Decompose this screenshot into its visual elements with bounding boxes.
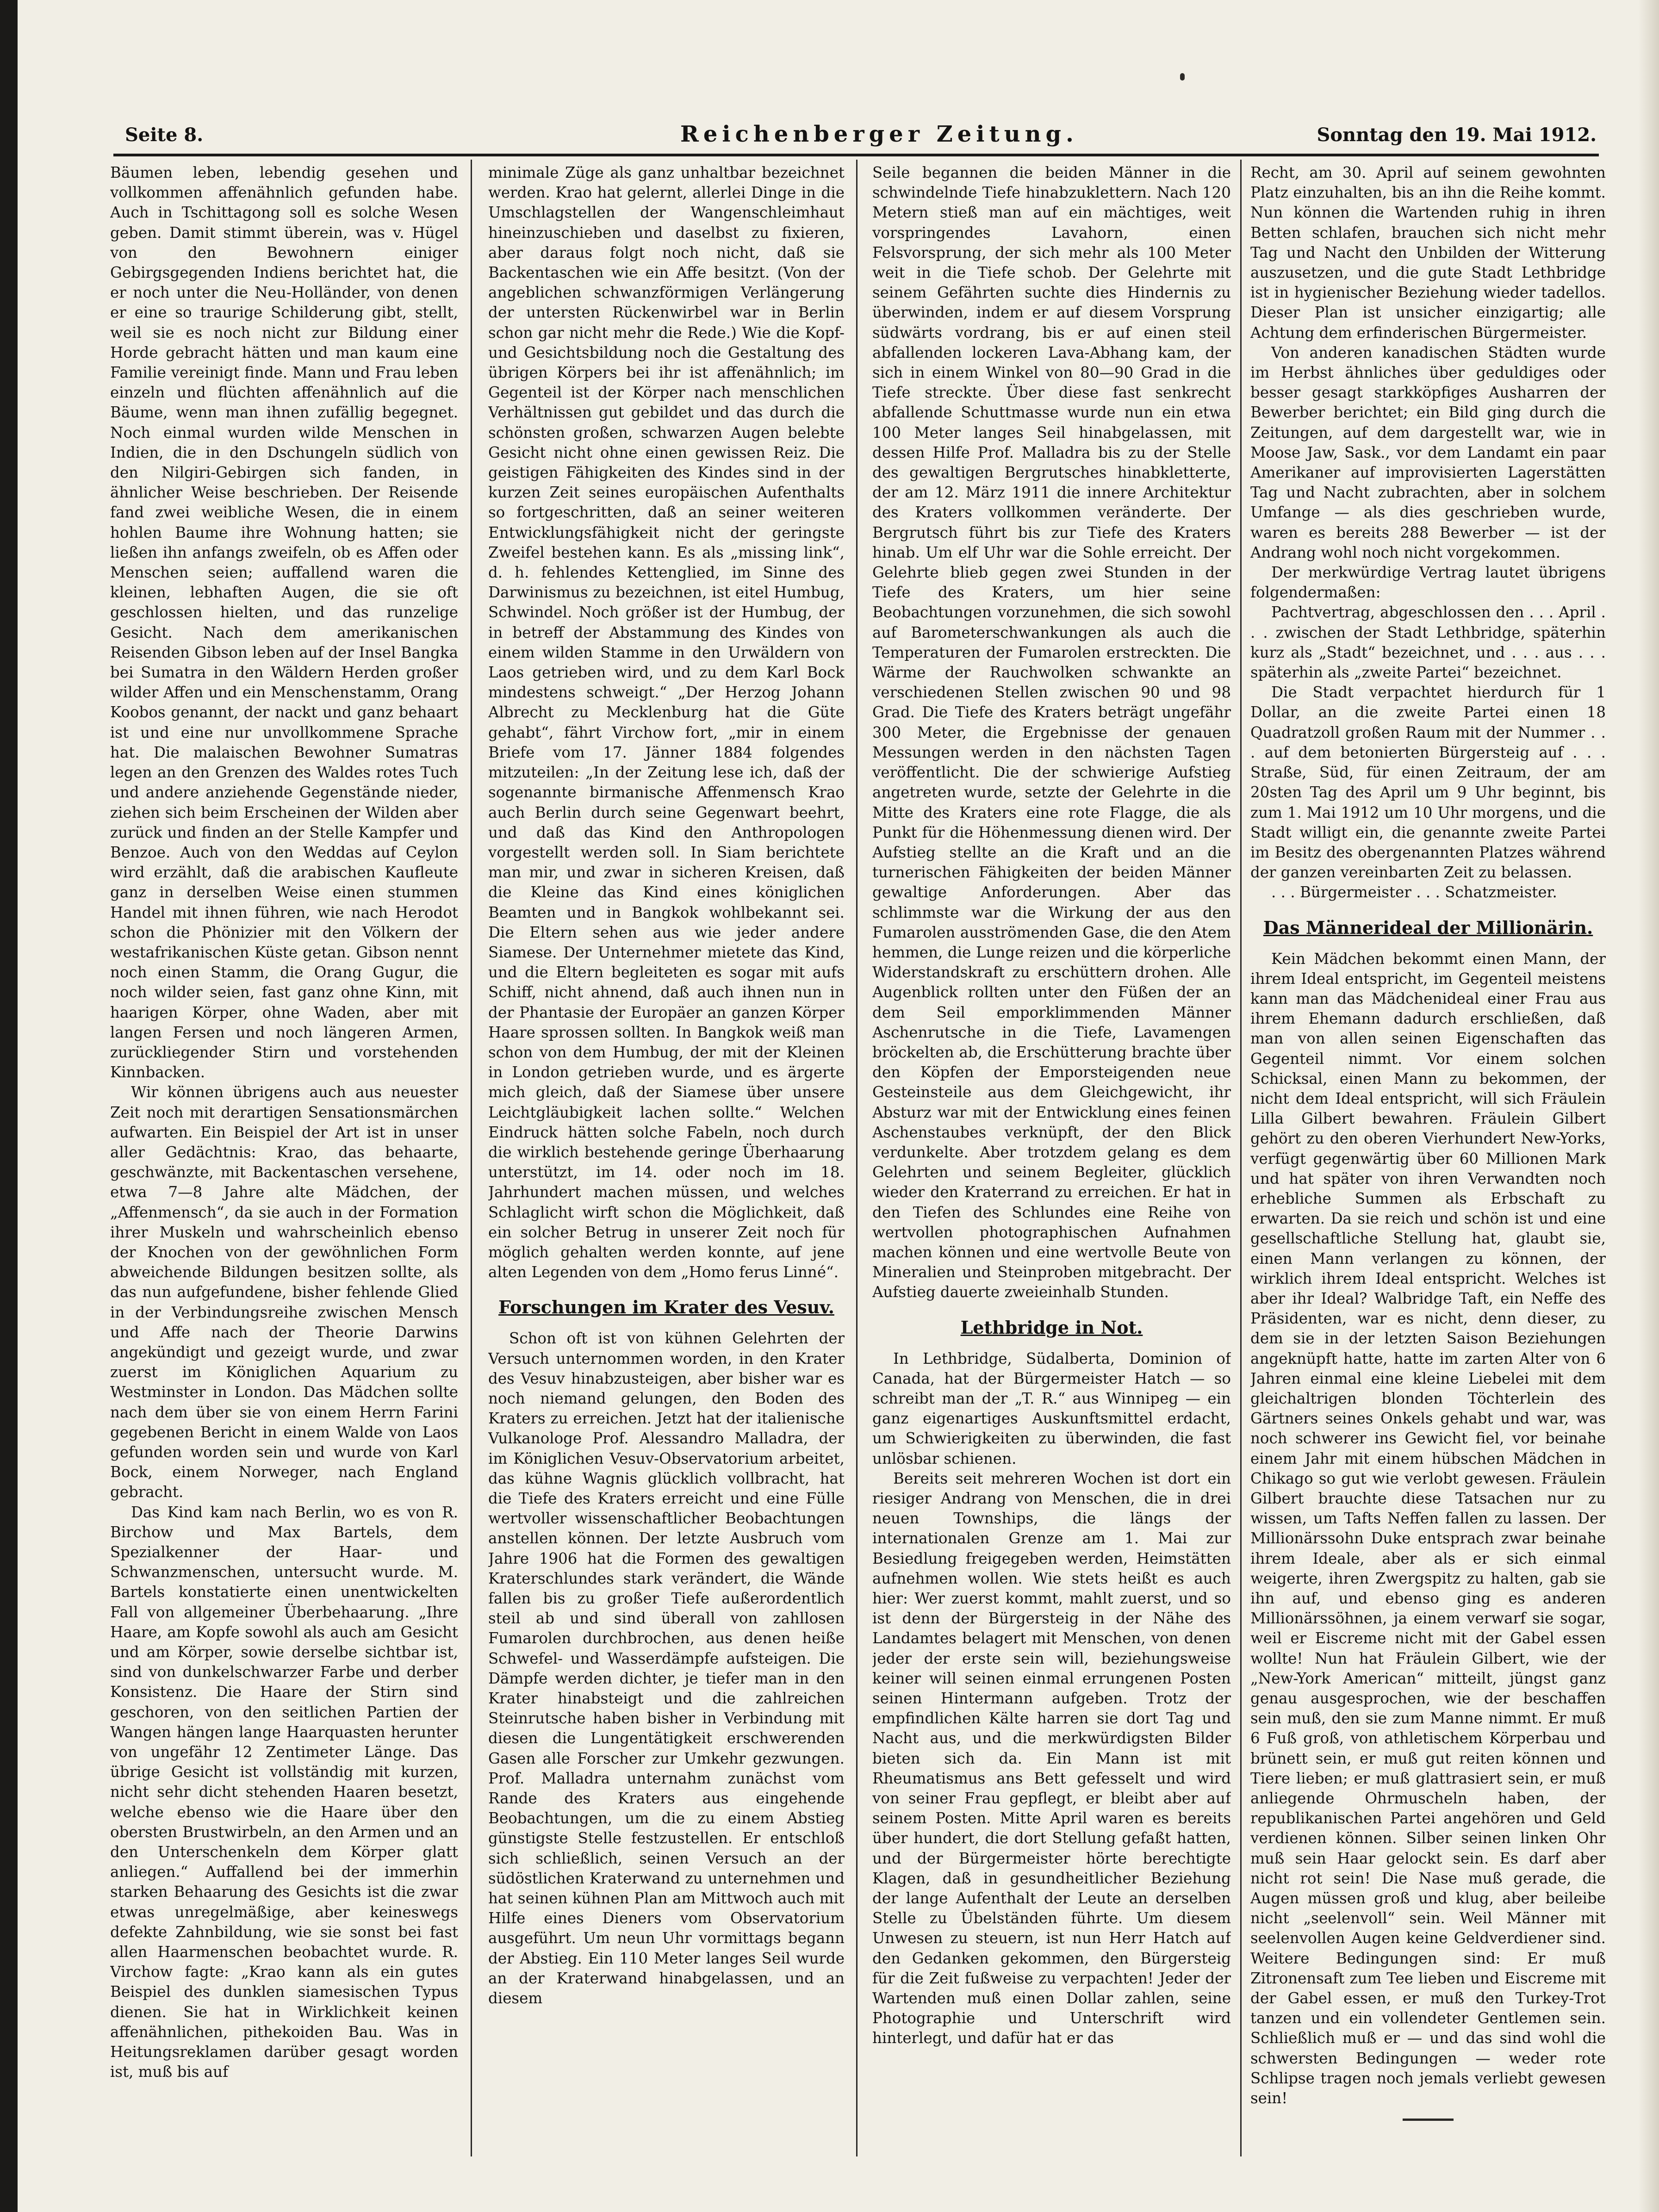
headline-maennerideal: Das Männerideal der Millionärin.: [1263, 917, 1593, 938]
header-rule: [113, 154, 1599, 156]
page-binding-edge: [0, 0, 18, 2212]
contract-text: Pachtvertrag, abgeschlossen den . . . April . . . zwischen der Stadt Lethbridge, späterhin kurz als „Stadt“ bezeichnet, und . . . aus . . . späterhin als „zweite Partei“ bezeichnet.: [1250, 603, 1606, 682]
column-rule-3: [1240, 160, 1242, 2156]
article-paragraph: minimale Züge als ganz unhaltbar bezeichnet werden. Krao hat gelernt, allerlei Dinge in die Umschlagstellen der Wangenschleimhaut hineinzuschieben und daselbst zu fixieren, aber daraus folgt noch nicht, daß sie Backentaschen wie ein Affe besitzt. (Von der angeblichen schwanzförmigen Verlängerung der untersten Rückenwirbel war in Berlin schon gar nicht mehr die Rede.) Wie die Kopf- und Gesichtsbildung noch die Gestaltung des übrigen Körpers bei ihr ist affenähnlich; im Gegenteil ist der Körper nach menschlichen Verhältnissen gut gebildet und das durch die schönsten großen, schwarzen Augen belebte Gesicht nicht ohne einen gewissen Reiz. Die geistigen Fähigkeiten des Kindes sind in der kurzen Zeit seines europäischen Aufenthalts so fortgeschritten, daß an seiner weiteren Entwicklungsfähigkeit nicht der geringste Zweifel bestehen kann. Es als „missing link“, d. h. fehlendes Kettenglied, im Sinne des Darwinismus zu bezeichnen, ist eitel Humbug, Schwindel. Noch größer ist der Humbug, der in betreff der Abstammung des Kindes von einem wilden Stamme in den Urwäldern von Laos getrieben wird, und zu dem Karl Bock mindestens schweigt.“ „Der Herzog Johann Albrecht zu Mecklenburg hat die Güte gehabt“, fährt Virchow fort, „mir in einem Briefe vom 17. Jänner 1884 folgendes mitzuteilen: „In der Zeitung lese ich, daß der sogenannte birmanische Affenmensch Krao auch Berlin durch seine Gegenwart beehrt, und daß das Kind den Anthropologen vorgestellt werden soll. In Siam berichtete man mir, und zwar in sicheren Kreisen, daß die Kleine das Kind eines königlichen Beamten und in Bangkok wohlbekannt sei. Die Eltern sehen aus wie jeder andere Siamese. Der Unternehmer mietete das Kind, und die Eltern begleiteten es sogar mit aufs Schiff, nicht ahnend, daß auch ihnen nun in der Phantasie der Europäer an ganzen Körper Haare sprossen sollten. In Bangkok weiß man schon von dem Humbug, der mit der Kleinen in London getrieben wurde, und es ärgerte mich gleich, daß der Siamese über unsere Leichtgläubigkeit lachen sollte.“ Welchen Eindruck hätten solche Fabeln, noch durch die wirklich bestehende geringe Überhaarung unterstützt, im 14. oder noch im 18. Jahrhundert machen müssen, und welches Schlaglicht wirft schon die Möglichkeit, daß ein solcher Betrug in unserer Zeit noch für möglich gehalten werden konnte, auf jene alten Legenden von dem „Homo ferus Linné“.: [488, 164, 845, 1281]
headline-lethbridge: Lethbridge in Not.: [960, 1317, 1143, 1338]
article-paragraph: Von anderen kanadischen Städten wurde im Herbst ähnliches über geduldiges oder besser gesagt starkköpfiges Ausharren der Bewerber berichtet; ein Bild ging durch die Zeitungen, auf dem dargestellt war, wie in Moose Jaw, Sask., vor dem Landamt ein paar Amerikaner auf improvisierten Lagerstätten Tag und Nacht zubrachten, aber in solchem Umfange — als dies geschrieben wurde, waren es bereits 288 Bewerber — ist der Andrang wohl noch nicht vorgekommen.: [1250, 343, 1606, 561]
column-1: [110, 163, 458, 2153]
page-number: Seite 8.: [125, 124, 204, 146]
end-rule: [1403, 2119, 1454, 2121]
article-paragraph: Wir können übrigens auch aus neuester Zeit noch mit derartigen Sensationsmärchen aufwarten. Ein Beispiel der Art ist in unser aller Gedächtnis: Krao, das behaarte, geschwänzte, mit Backentaschen versehene, etwa 7—8 Jahre alte Mädchen, der „Affenmensch“, da sie auch in der Formation ihrer Muskeln und wahrscheinlich ebenso der Knochen von der gewöhnlichen Form abweichende Bildungen besitzen sollte, als das nun aufgefundene, bisher fehlende Glied in der Verbindungsreihe zwischen Mensch und Affe nach der Theorie Darwins angekündigt und gezeigt wurde, und zwar zuerst im Königlichen Aquarium zu Westminster in London. Das Mädchen sollte nach dem über sie von einem Herrn Farini gegebenen Bericht in einem Walde von Laos gefunden worden sein und wurde von Karl Bock, einem Norweger, nach England gebracht.: [110, 1083, 458, 1501]
contract-signature: . . . Bürgermeister . . . Schatzmeister.: [1271, 883, 1557, 901]
column-4: [1250, 163, 1606, 2153]
article-paragraph: In Lethbridge, Südalberta, Dominion of Canada, hat der Bürgermeister Hatch — so schreibt man der „T. R.“ aus Winnipeg — ein ganz eigenartiges Auskunftsmittel erdacht, um Schwierigkeiten zu überwinden, die fast unlösbar schienen.: [872, 1349, 1231, 1467]
column-rule-1: [471, 160, 472, 2156]
headline-vesuv: Forschungen im Krater des Vesuv.: [498, 1297, 834, 1318]
contract-text: Die Stadt verpachtet hierdurch für 1 Dollar, an die zweite Partei einen 18 Quadratzoll großen Raum mit der Nummer . . . auf dem betonierten Bürgersteig auf . . . Straße, Süd, für einen Zeitraum, der am 20sten Tag des April um 9 Uhr beginnt, bis zum 1. Mai 1912 um 10 Uhr morgens, und die Stadt willigt ein, die genannte zweite Partei im Besitz des obergenannten Platzes während der ganzen vereinbarten Zeit zu belassen.: [1250, 683, 1606, 882]
ink-spot: [1180, 73, 1185, 81]
newspaper-title: Reichenberger Zeitung.: [680, 121, 1078, 147]
column-rule-2: [856, 160, 857, 2156]
column-2: [488, 163, 845, 2153]
article-paragraph: Der merkwürdige Vertrag lautet übrigens folgendermaßen:: [1250, 564, 1606, 602]
article-paragraph: Recht, am 30. April auf seinem gewohnten Platz einzuhalten, bis an ihn die Reihe kommt. Nun können die Wartenden ruhig in ihren Betten schlafen, brauchen sich nicht mehr Tag und Nacht den Unbilden der Witterung auszusetzen, und die gute Stadt Lethbridge ist in hygienischer Beziehung wieder tadellos. Dieser Plan ist unsicher einzigartig; alle Achtung dem erfinderischen Bürgermeister.: [1250, 164, 1606, 342]
issue-date: Sonntag den 19. Mai 1912.: [1317, 124, 1597, 146]
article-paragraph: Das Kind kam nach Berlin, wo es von R. Birchow und Max Bartels, dem Spezialkenner der Haar- und Schwanzmenschen, untersucht wurde. M. Bartels konstatierte einen unentwickelten Fall von allgemeiner Überbehaarung. „Ihre Haare, am Kopfe sowohl als auch am Gesicht und am Körper, sowie derselbe sichtbar ist, sind von dunkelschwarzer Farbe und derber Konsistenz. Die Haare der Stirn sind geschoren, von den seitlichen Partien der Wangen hängen lange Haarquasten herunter von ungefähr 12 Zentimeter Länge. Das übrige Gesicht ist vollständig mit kurzen, nicht sehr dicht stehenden Haaren besetzt, welche ebenso wie die Haare über den obersten Brustwirbeln, an den Armen und an den Unterschenkeln dem Körper glatt anliegen.“ Auffallend bei der immerhin starken Behaarung des Gesichts ist die zwar etwas unregelmäßige, aber keineswegs defekte Zahnbildung, wie sie sonst bei fast allen Haarmenschen beobachtet wurde. R. Virchow fagte: „Krao kann als ein gutes Beispiel des dunklen siamesischen Typus dienen. Sie hat in Wirklichkeit keinen affenähnlichen, pithekoiden Bau. Was in Heitungsreklamen darüber gesagt worden ist, muß bis auf: [110, 1503, 458, 2081]
article-paragraph: Bäumen leben, lebendig gesehen und vollkommen affenähnlich gefunden habe. Auch in Tschittagong soll es solche Wesen geben. Damit stimmt überein, was v. Hügel von den Bewohnern einiger Gebirgsgegenden Indiens berichtet hat, die er noch unter die Neu-Holländer, von denen er eine so traurige Schilderung gibt, stellt, weil sie es noch nicht zur Bildung einer Horde gebracht hätten und man kaum eine Familie vereinigt finde. Mann und Frau leben einzeln und flüchten affenähnlich auf die Bäume, wenn man ihnen zufällig begegnet. Noch einmal wurden wilde Menschen in Indien, die in den Dschungeln südlich von den Nilgiri-Gebirgen sich fanden, in ähnlicher Weise beschrieben. Der Reisende fand zwei weibliche Wesen, die in einem hohlen Baume ihre Wohnung hatten; sie ließen ihn anfangs zweifeln, ob es Affen oder Menschen seien; auffallend waren die kleinen, lebhaften Augen, die sie oft geschlossen hielten, und das runzelige Gesicht. Nach dem amerikanischen Reisenden Gibson leben auf der Insel Bangka bei Sumatra in den Wäldern Herden großer wilder Affen und ein Menschenstamm, Orang Koobos genannt, der nackt und ganz behaart ist und eine nur unvollkommene Sprache hat. Die malaischen Bewohner Sumatras legen an den Grenzen des Waldes rotes Tuch und andere anziehende Gegenstände nieder, ziehen sich beim Erscheinen der Wilden aber zurück und finden an der Stelle Kampfer und Benzoe. Auch von den Weddas auf Ceylon wird erzählt, daß die arabischen Kaufleute ganz in derselben Weise einen stummen Handel mit ihnen führen, wie nach Herodot schon die Phönizier mit den Völkern der westafrikanischen Küste getan. Gibson nennt noch einen Stamm, die Orang Gugur, die noch wilder seien, fast ganz ohne Kinn, mit haarigen Körper, ohne Waden, aber mit langen Fersen und noch längeren Armen, zurückliegender Stirn und vorstehenden Kinnbacken.: [110, 164, 458, 1081]
article-paragraph: Schon oft ist von kühnen Gelehrten der Versuch unternommen worden, in den Krater des Vesuv hinabzusteigen, aber bisher war es noch niemand gelungen, den Boden des Kraters zu erreichen. Jetzt hat der italienische Vulkanologe Prof. Alessandro Malladra, der im Königlichen Vesuv-Observatorium arbeitet, das kühne Wagnis glücklich vollbracht, hat die Tiefe des Kraters erreicht und eine Fülle wertvoller wissenschaftlicher Beobachtungen anstellen können. Der letzte Ausbruch vom Jahre 1906 hat die Formen des gewaltigen Kraterschlundes stark verändert, die Wände fallen bis zu großer Tiefe außerordentlich steil ab und sind überall von zahllosen Fumarolen durchbrochen, aus denen heiße Schwefel- und Wasserdämpfe aufsteigen. Die Dämpfe werden dichter, je tiefer man in den Krater hinabsteigt und die zahlreichen Steinrutsche haben bisher in Verbindung mit diesen die Lungentätigkeit erschwerenden Gasen alle Forscher zur Umkehr gezwungen. Prof. Malladra unternahm zunächst vom Rande des Kraters aus eingehende Beobachtungen, um die zu einem Abstieg günstigste Stelle festzustellen. Er entschloß sich schließlich, seinen Versuch an der südöstlichen Kraterwand zu unternehmen und hat seinen kühnen Plan am Mittwoch auch mit Hilfe eines Dieners vom Observatorium ausgeführt. Um neun Uhr vormittags begann der Abstieg. Ein 110 Meter langes Seil wurde an der Kraterwand hinabgelassen, und an diesem: [488, 1330, 845, 2007]
column-3: [872, 163, 1231, 2153]
article-paragraph: Seile begannen die beiden Männer in die schwindelnde Tiefe hinabzuklettern. Nach 120 Metern stieß man auf ein mächtiges, weit vorspringendes Lavahorn, einen Felsvorsprung, der sich mehr als 100 Meter weit in die Tiefe schob. Der Gelehrte mit seinem Gefährten suchte dies Hindernis zu überwinden, indem er auf diesem Vorsprung südwärts vordrang, bis er auf einen steil abfallenden lockeren Lava-Abhang kam, der sich in einem Winkel von 80—90 Grad in die Tiefe streckte. Über diese fast senkrecht abfallende Schuttmasse wurde nun ein etwa 100 Meter langes Seil hinabgelassen, mit dessen Hilfe Prof. Malladra bis zu der Stelle des gewaltigen Bergrutsches hinabkletterte, der am 12. März 1911 die innere Architektur des Kraters vollkommen veränderte. Der Bergrutsch führt bis zur Tiefe des Kraters hinab. Um elf Uhr war die Sohle erreicht. Der Gelehrte blieb gegen zwei Stunden in der Tiefe des Kraters, um hier seine Beobachtungen vorzunehmen, die sich sowohl auf Barometerschwankungen als auch die Temperaturen der Fumarolen erstreckten. Die Wärme der Rauchwolken schwankte an verschiedenen Stellen zwischen 90 und 98 Grad. Die Tiefe des Kraters beträgt ungefähr 300 Meter, die Ergebnisse der genauen Messungen werden in den nächsten Tagen veröffentlicht. Die der schwierige Aufstieg angetreten wurde, setzte der Gelehrte in die Mitte des Kraters eine rote Flagge, die als Punkt für die Höhenmessung dienen wird. Der Aufstieg stellte an die Kraft und an die turnerischen Fähigkeiten der beiden Männer gewaltige Anforderungen. Aber das schlimmste war die Wirkung der aus den Fumarolen ausströmenden Gase, die den Atem hemmen, die Lunge reizen und die körperliche Widerstandskraft zu erschüttern drohen. Alle Augenblick rollten unter den Füßen der an dem Seil emporklimmenden Männer Aschenrutsche in die Tiefe, Lavamengen bröckelten ab, die Erschütterung brachte über den Köpfen der Emporsteigenden neue Gesteinsteile aus dem Gleichgewicht, ihr Absturz war mit der Entwicklung eines feinen Aschenstaubes verknüpft, der den Blick verdunkelte. Aber trotzdem gelang es dem Gelehrten und seinem Begleiter, glücklich wieder den Kraterrand zu erreichen. Er hat in den Tiefen des Schlundes eine Reihe von wertvollen photographischen Aufnahmen machen können und eine wertvolle Beute von Mineralien und Steinproben mitgebracht. Der Aufstieg dauerte zweieinhalb Stunden.: [872, 164, 1231, 1301]
page-header: [125, 121, 1597, 152]
article-paragraph: Kein Mädchen bekommt einen Mann, der ihrem Ideal entspricht, im Gegenteil meistens kann man das Mädchenideal einer Frau aus ihrem Ehemann dadurch erschließen, daß man von allen seinen Eigenschaften das Gegenteil nimmt. Vor einem solchen Schicksal, einen Mann zu bekommen, der nicht dem Ideal entspricht, will sich Fräulein Lilla Gilbert bewahren. Fräulein Gilbert gehört zu den oberen Vierhundert New-Yorks, verfügt gegenwärtig über 60 Millionen Mark und hat später von ihren Verwandten noch erhebliche Summen als Erbschaft zu erwarten. Da sie reich und schön ist und eine gesellschaftliche Stellung hat, glaubt sie, einen Mann verlangen zu können, der wirklich ihrem Ideal entspricht. Welches ist aber ihr Ideal? Walbridge Taft, ein Neffe des Präsidenten, war es nicht, denn dieser, zu dem sie in der letzten Saison Beziehungen angeknüpft hatte, hatte im zarten Alter von 6 Jahren einmal eine kleine Liebelei mit dem gleichaltrigen blonden Töchterlein des Gärtners seines Onkels gehabt und war, was noch schwerer ins Gewicht fiel, vor beinahe einem Jahr mit einem hübschen Mädchen in Chikago so gut wie verlobt gewesen. Fräulein Gilbert brauchte diese Tatsachen nur zu wissen, um Tafts Neffen fallen zu lassen. Der Millionärssohn Duke entsprach zwar beinahe ihrem Ideale, aber als er sich einmal weigerte, ihren Zwergspitz zu halten, gab sie ihn auf, und ebenso ging es anderen Millionärssöhnen, ja einem verwarf sie sogar, weil er Eiscreme nicht mit der Gabel essen wollte! Nun hat Fräulein Gilbert, wie der „New-York American“ mitteilt, jüngst ganz genau ausgesprochen, wie der beschaffen sein muß, den sie zum Manne nimmt. Er muß 6 Fuß groß, von athletischem Körperbau und brünett sein, er muß gut reiten können und Tiere lieben; er muß glattrasiert sein, er muß anliegende Ohrmuscheln haben, der republikanischen Partei angehören und Geld verdienen können. Silber seinen linken Ohr muß sein Haar gelockt sein. Es darf aber nicht rot sein! Die Nase muß gerade, die Augen müssen groß und klug, aber beileibe nicht „seelenvoll“ sein. Weil Männer mit seelenvollen Augen keine Geldverdiener sind. Weitere Bedingungen sind: Er muß Zitronensaft zum Tee lieben und Eiscreme mit der Gabel essen, er muß den Turkey-Trot tanzen und ein vollendeter Gentlemen sein. Schließlich muß er — und das sind wohl die schwersten Bedingungen — weder rote Schlipse tragen noch jemals verliebt gewesen sein!: [1250, 950, 1606, 2107]
article-paragraph: Bereits seit mehreren Wochen ist dort ein riesiger Andrang von Menschen, die in drei neuen Townships, die längs der internationalen Grenze am 1. Mai zur Besiedlung freigegeben werden, Heimstätten aufnehmen wollen. Wie stets heißt es auch hier: Wer zuerst kommt, mahlt zuerst, und so ist denn der Bürgersteig in der Nähe des Landamtes belagert mit Menschen, von denen jeder der erste sein will, beziehungsweise keiner will seinen einmal errungenen Posten seinen Hintermann aufgeben. Trotz der empfindlichen Kälte harren sie dort Tag und Nacht aus, und die merkwürdigsten Bilder bieten sich da. Ein Mann ist mit Rheumatismus ans Bett gefesselt und wird von seiner Frau gepflegt, er bleibt aber auf seinem Posten. Mitte April waren es bereits über hundert, die dort Stellung gefaßt hatten, und der Bürgermeister hörte berechtigte Klagen, daß in gesundheitlicher Beziehung der lange Aufenthalt der Leute an derselben Stelle zu Übelständen führte. Um diesem Unwesen zu steuern, ist nun Herr Hatch auf den Gedanken gekommen, den Bürgersteig für die Zeit fußweise zu verpachten! Jeder der Wartenden muß einen Dollar zahlen, seine Photographie und Unterschrift wird hinterlegt, und dafür hat er das: [872, 1469, 1231, 2047]
